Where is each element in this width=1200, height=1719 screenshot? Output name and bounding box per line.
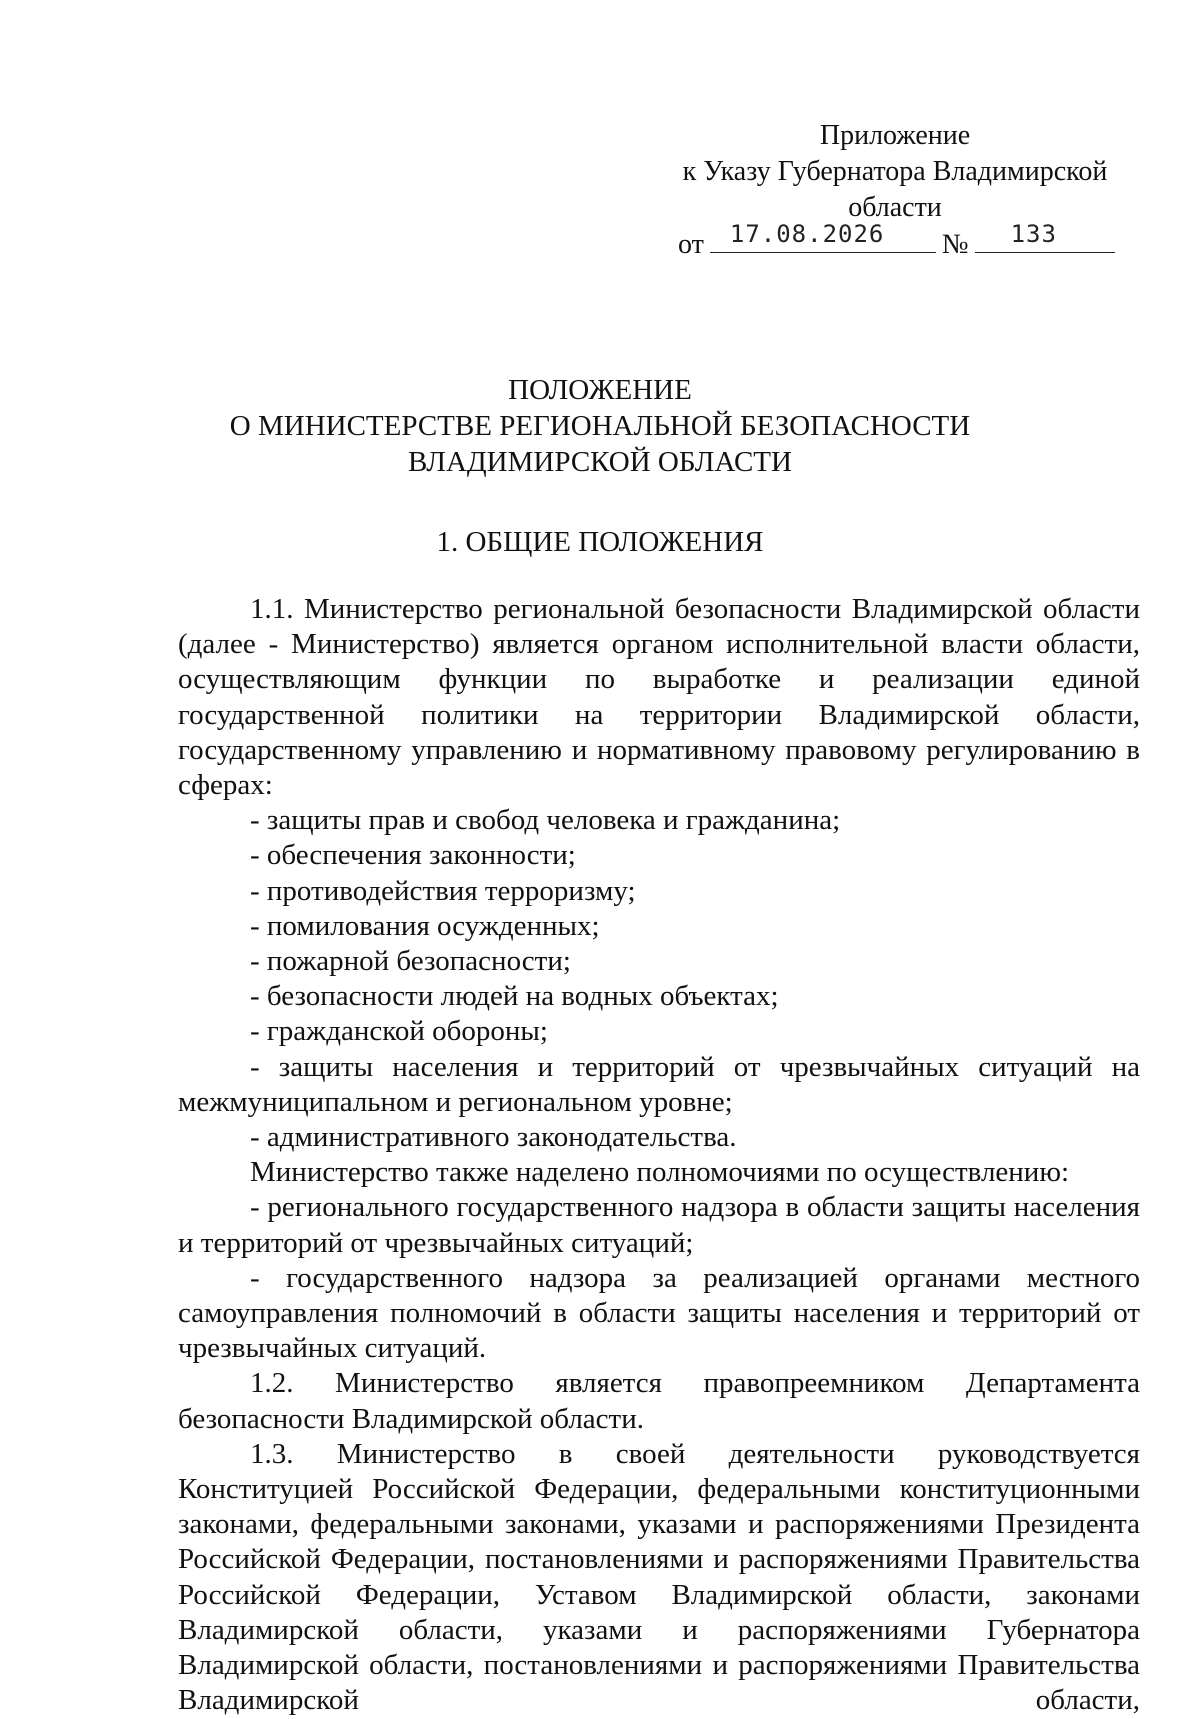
document-title [0,372,1200,480]
powers-intro: Министерство также наделено полномочиями по осуществлению: [250,1156,1070,1189]
date-value: 17.08.2026 [729,220,885,248]
sphere-item: - противодействия терроризму; [250,874,636,907]
paragraph-1-1: 1.1. Министерство региональной безопасности Владимирской области (далее - Министерство) является органом исполнительной власти области, осуществляющим функции по выработке и реализации единой государственной политики на территории Владимирской области, государственному управлению и нормативному правовому регулированию в сферах: [178,593,1140,802]
section-heading: 1. ОБЩИЕ ПОЛОЖЕНИЯ [436,526,764,558]
sphere-item: - помилования осужденных; [250,909,600,942]
sphere-item: - защиты населения и территорий от чрезвычайных ситуаций на межмуниципальном и региональном уровне; [178,1050,1140,1118]
sphere-item: - пожарной безопасности; [250,945,571,978]
power-item: - регионального государственного надзора в области защиты населения и территорий от чрезвычайных ситуаций; [178,1191,1140,1259]
paragraph-1-3: 1.3. Министерство в своей деятельности руководствуется Конституцией Российской Федерации, федеральными конституционными законами, федеральными законами, указами и распоряжениями Президента Российской Федерации, постановлениями и распоряжениями Правительства Российской Федерации, Уставом Владимирской области, законами Владимирской области, указами и распоряжениями Губернатора Владимирской области, постановлениями и распоряжениями Правительства Владимирской области, [178,1437,1140,1717]
date-label: от [678,229,704,260]
sphere-item: - административного законодательства. [250,1121,737,1154]
appendix-region: области [848,192,942,223]
appendix-title: Приложение [819,120,971,151]
title-line-1: ПОЛОЖЕНИЕ [508,374,692,406]
date-field [710,222,936,253]
title-line-3: ВЛАДИМИРСКОЙ ОБЛАСТИ [408,446,792,478]
appendix-date-row [678,222,1115,263]
title-line-2: О МИНИСТЕРСТВЕ РЕГИОНАЛЬНОЙ БЕЗОПАСНОСТИ [229,410,971,442]
appendix-block [660,118,1130,226]
number-value: 133 [1010,220,1057,248]
number-field [975,222,1115,253]
paragraph-1-2: 1.2. Министерство является правопреемником Департамента безопасности Владимирской области. [178,1367,1140,1435]
sphere-item: - гражданской обороны; [250,1015,548,1048]
sphere-item: - безопасности людей на водных объектах; [250,980,779,1013]
power-item: - государственного надзора за реализацией органами местного самоуправления полномочий в области защиты населения и территорий от чрезвычайных ситуаций. [178,1261,1140,1365]
document-body [178,592,1140,1719]
appendix-reference: к Указу Губернатора Владимирской [682,156,1108,187]
sphere-item: - защиты прав и свобод человека и гражданина; [250,804,841,837]
sphere-item: - обеспечения законности; [250,839,576,872]
number-label: № [941,229,969,260]
